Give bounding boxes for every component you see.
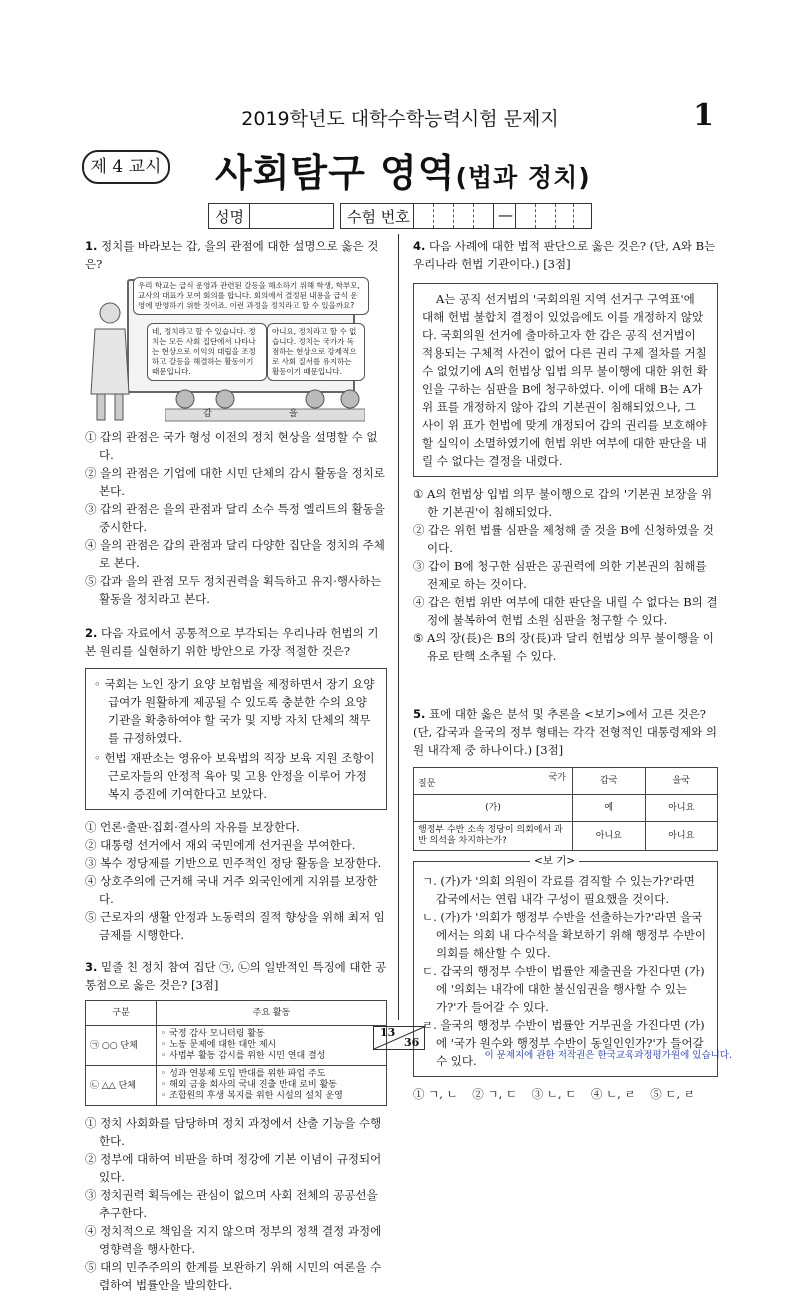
- subject-main: 사회탐구 영역: [215, 151, 456, 195]
- question-3: [85, 958, 387, 994]
- answer-cell: 예: [573, 795, 646, 822]
- option[interactable]: ① A의 헌법상 입법 의무 불이행으로 갑의 '기본권 보장을 위한 기본권'이 침해되었다.: [413, 487, 713, 519]
- option[interactable]: ⑤ A의 장(長)은 B의 장(長)과 달리 헌법상 의무 불이행을 이유로 탄핵 소추될 수 있다.: [413, 631, 714, 663]
- option[interactable]: ④ 상호주의에 근거해 국내 거주 외국인에게 지위를 보장한다.: [85, 874, 378, 906]
- options-q1: [85, 428, 387, 608]
- source-item: ◦ 국회는 노인 장기 요양 보험법을 제정하면서 장기 요양 급여가 원활하게 제공될 수 있도록 충분한 수의 요양 기관을 확충하여야 할 국가 및 지방 자치 단체의 책무를 규정하였다.: [94, 677, 375, 745]
- question-2: [85, 624, 387, 660]
- column-header: 갑국: [573, 768, 646, 795]
- name-divider: [249, 204, 250, 228]
- right-column: [413, 237, 718, 1103]
- answer-choices[interactable]: ① ㄱ, ㄴ ② ㄱ, ㄷ ③ ㄴ, ㄷ ④ ㄴ, ㄹ ⑤ ㄷ, ㄹ: [413, 1087, 695, 1101]
- question-text: 정치를 바라보는 갑, 을의 관점에 대한 설명으로 옳은 것은?: [85, 239, 379, 271]
- question-text: 표에 대한 옳은 분석 및 추론을 <보기>에서 고른 것은? (단, 갑국과 을국의 정부 형태는 각각 전형적인 대통령제와 의원 내각제 중 하나이다.) [3점]: [413, 707, 717, 757]
- label-eul: 을: [289, 409, 298, 419]
- question-number: 4.: [413, 239, 426, 253]
- option[interactable]: ③ 갑이 B에 청구한 심판은 공권력에 의한 기본권의 침해를 전제로 하는 것이다.: [413, 559, 707, 591]
- classroom-illustration: [85, 279, 387, 424]
- label-gap: 갑: [203, 409, 212, 419]
- bogi-title: <보 기>: [530, 854, 579, 868]
- question-number: 3.: [85, 960, 98, 974]
- corner-cell: [414, 768, 573, 795]
- digit-box: [515, 204, 516, 228]
- question-text: 밑줄 친 정치 참여 집단 ㉠, ㉡의 일반적인 특징에 대한 공통점으로 옳은 것은? [3점]: [85, 960, 387, 992]
- question-1: [85, 237, 387, 273]
- subject-sub: (법과 정치): [455, 163, 591, 192]
- option[interactable]: ④ 갑은 헌법 위반 여부에 대한 판단을 내릴 수 없다는 B의 결정에 불복하여 헌법 소원 심판을 청구할 수 있다.: [413, 595, 718, 627]
- exam-number-dash: —: [498, 206, 513, 224]
- digit-box: [555, 204, 556, 228]
- corner-bottom: 질문: [418, 779, 436, 789]
- exam-title: 2019학년도 대학수학능력시험 문제지: [241, 108, 559, 130]
- option[interactable]: ③ 복수 정당제를 기반으로 민주적인 정당 활동을 보장한다.: [85, 856, 382, 870]
- activities-cell: [157, 1026, 387, 1066]
- page-number: 1: [693, 98, 714, 133]
- question-number: 2.: [85, 626, 98, 640]
- name-field[interactable]: [208, 203, 334, 229]
- bogi-item: ㄴ. (가)가 '의회가 행정부 수반을 선출하는가?'라면 을국에서는 의회 내 다수석을 확보하기 위해 행정부 수반이 의회를 해산할 수 있다.: [422, 910, 706, 960]
- digit-box: [535, 204, 536, 228]
- current-page: 13: [380, 1026, 396, 1039]
- corner-top: 국가: [548, 773, 566, 783]
- bogi-item: ㄱ. (가)가 '의회 의원이 각료를 겸직할 수 있는가?'라면 갑국에서는 연립 내각 구성이 필요했을 것이다.: [422, 874, 695, 906]
- option[interactable]: ⑤ 갑과 을의 관점 모두 정치권력을 획득하고 유지·행사하는 활동을 정치라고 본다.: [85, 574, 382, 606]
- q4-case-box: A는 공직 선거법의 '국회의원 지역 선거구 구역표'에 대해 헌법 불합치 결정이 있었음에도 이를 개정하지 않았다. 국회의원 선거에 출마하고자 한 갑은 공직 선거법이 적용되는 구체적 사건이 없어 다른 권리 구제 절차를 거칠 수 없었기에 A의 헌법상 입법 의무 불이행에 대한 위헌 확인을 구하는 심판을 B에 청구하였다. 이에 대해 B는 A가 위 표를 개정하지 않아 갑의 기본권이 침해되었으나, 그 사이 위 표가 헌법에 맞게 개정되어 갑의 권리를 보호해야 할 실익이 소멸하였기에 헌법 위반 여부에 대한 판단을 내릴 수 없다는 결정을 내렸다.: [413, 283, 718, 477]
- question-4: [413, 237, 718, 273]
- question-text: 다음 사례에 대한 법적 판단으로 옳은 것은? (단, A와 B는 우리나라 헌법 기관이다.) [3점]: [413, 239, 716, 271]
- activity: ◦ 성과 연봉제 도입 반대를 위한 파업 주도: [161, 1069, 326, 1079]
- options-q4: [413, 485, 718, 665]
- copyright-notice: 이 문제지에 관한 저작권은 한국교육과정평가원에 있습니다.: [484, 1050, 732, 1061]
- q2-source-box: [85, 668, 387, 810]
- digit-box: [453, 204, 454, 228]
- option[interactable]: ⑤ 대의 민주주의의 한계를 보완하기 위해 시민의 여론을 수렴하여 법률안을 발의한다.: [85, 1260, 382, 1292]
- option[interactable]: ② 정부에 대하여 비판을 하며 정강에 기본 이념이 규정되어 있다.: [85, 1152, 382, 1184]
- table-row: [414, 822, 718, 851]
- period-badge: 제 4 교시: [82, 150, 170, 184]
- question-cell: 행정부 수반 소속 정당이 의회에서 과반 의석을 차지하는가?: [414, 822, 573, 851]
- option[interactable]: ② 대통령 선거에서 재외 국민에게 선거권을 부여한다.: [85, 838, 356, 852]
- bogi-item: ㄹ. 을국의 행정부 수반이 법률안 거부권을 가진다면 (가)에 '국가 원수와 행정부 수반이 동일인인가?'가 들어갈 수 있다.: [422, 1018, 705, 1068]
- question-5: [413, 705, 718, 759]
- digit-box: [473, 204, 474, 228]
- source-item: ◦ 헌법 재판소는 영유아 보육법의 직장 보육 지원 조항이 근로자들의 안정적 육아 및 고용 안정을 이루어 가정 복지 증진에 기여한다고 보았다.: [94, 751, 375, 801]
- teacher-figure: [85, 299, 135, 424]
- option[interactable]: ③ 갑의 관점은 을의 관점과 달리 소수 특정 엘리트의 활동을 중시한다.: [85, 502, 385, 534]
- option[interactable]: ① 언론·출판·집회·결사의 자유를 보장한다.: [85, 820, 300, 834]
- question-text: 다음 자료에서 공통적으로 부각되는 우리나라 헌법의 기본 원리를 실현하기 위한 방안으로 가장 적절한 것은?: [85, 626, 379, 658]
- activities-cell: [157, 1066, 387, 1106]
- q3-table: [85, 1000, 387, 1106]
- students-figure: [165, 387, 365, 423]
- answer-cell: 아니요: [645, 822, 718, 851]
- option[interactable]: ② 갑은 위헌 법률 심판을 제청해 줄 것을 B에 신청하였을 것이다.: [413, 523, 714, 555]
- digit-box: [433, 204, 434, 228]
- option[interactable]: ④ 을의 관점은 갑의 관점과 달리 다양한 집단을 정치의 주체로 본다.: [85, 538, 385, 570]
- activity: ◦ 국정 감사 모니터링 활동: [161, 1029, 265, 1039]
- table-header: 주요 활동: [157, 1001, 387, 1026]
- activity: ◦ 노동 문제에 대한 대안 제시: [161, 1040, 277, 1050]
- column-divider: [398, 234, 399, 1020]
- name-label: 성명: [215, 208, 244, 226]
- option[interactable]: ⑤ 근로자의 생활 안정과 노동력의 질적 향상을 위해 최저 임금제를 시행한다.: [85, 910, 385, 942]
- option[interactable]: ① 갑의 관점은 국가 형성 이전의 정치 현상을 설명할 수 없다.: [85, 430, 378, 462]
- digit-box: [573, 204, 574, 228]
- exam-number-field[interactable]: [340, 203, 592, 229]
- activity: ◦ 조합원의 후생 복지를 위한 시설의 설치 운영: [161, 1091, 343, 1101]
- group-cell: ㉠ ○○ 단체: [86, 1026, 157, 1066]
- exam-number-label: 수험 번호: [347, 208, 410, 226]
- digit-box: [493, 204, 494, 228]
- options-q3: [85, 1114, 387, 1294]
- option[interactable]: ③ 정치권력 획득에는 관심이 없으며 사회 전체의 공공선을 추구한다.: [85, 1188, 378, 1220]
- activity: ◦ 사법부 활동 감시를 위한 시민 연대 결성: [161, 1051, 326, 1061]
- activity: ◦ 해외 금융 회사의 국내 진출 반대 로비 활동: [161, 1080, 337, 1090]
- gap-bubble: 네, 정치라고 할 수 있습니다. 정치는 모든 사회 집단에서 나타나는 현상으로 이익의 대립을 조정하고 갈등을 해결하는 활동이기 때문입니다.: [147, 323, 267, 381]
- option[interactable]: ② 을의 관점은 기업에 대한 시민 단체의 감시 활동을 정치로 본다.: [85, 466, 385, 498]
- question-number: 1.: [85, 239, 98, 253]
- column-header: 을국: [645, 768, 718, 795]
- bogi-box: [413, 855, 718, 1077]
- question-cell: (가): [414, 795, 573, 822]
- total-pages: 36: [404, 1036, 420, 1049]
- table-header: 구분: [86, 1001, 157, 1026]
- teacher-bubble: 우리 학교는 급식 운영과 관련된 갈등을 해소하기 위해 학생, 학부모, 교사의 대표가 모여 회의를 합니다. 회의에서 결정된 내용을 급식 운영에 반영하기 위한 것이죠. 이런 과정을 정치라고 할 수 있을까요?: [133, 277, 369, 315]
- answer-cell: 아니요: [573, 822, 646, 851]
- subject-title: [215, 142, 591, 197]
- group-cell: ㉡ △△ 단체: [86, 1066, 157, 1106]
- left-column: [85, 237, 387, 1294]
- option[interactable]: ① 정치 사회화를 담당하며 정치 과정에서 산출 기능을 수행한다.: [85, 1116, 382, 1148]
- table-row: [86, 1026, 387, 1066]
- q5-table: [413, 767, 718, 851]
- eul-bubble: 아니요, 정치라고 할 수 없습니다. 정치는 국가가 독점하는 현상으로 강제적으로 사회 질서를 유지하는 활동이기 때문입니다.: [267, 323, 365, 381]
- options-q2: [85, 818, 387, 944]
- answer-cell: 아니요: [645, 795, 718, 822]
- option[interactable]: ④ 정치적으로 책임을 지지 않으며 정부의 정책 결정 과정에 영향력을 행사한다.: [85, 1224, 382, 1256]
- table-row: [86, 1066, 387, 1106]
- question-number: 5.: [413, 707, 426, 721]
- digit-box: [413, 204, 414, 228]
- table-row: [414, 795, 718, 822]
- bogi-item: ㄷ. 갑국의 행정부 수반이 법률안 제출권을 가진다면 (가)에 '의회는 내각에 대한 불신임권을 행사할 수 있는가?'가 들어갈 수 있다.: [422, 964, 705, 1014]
